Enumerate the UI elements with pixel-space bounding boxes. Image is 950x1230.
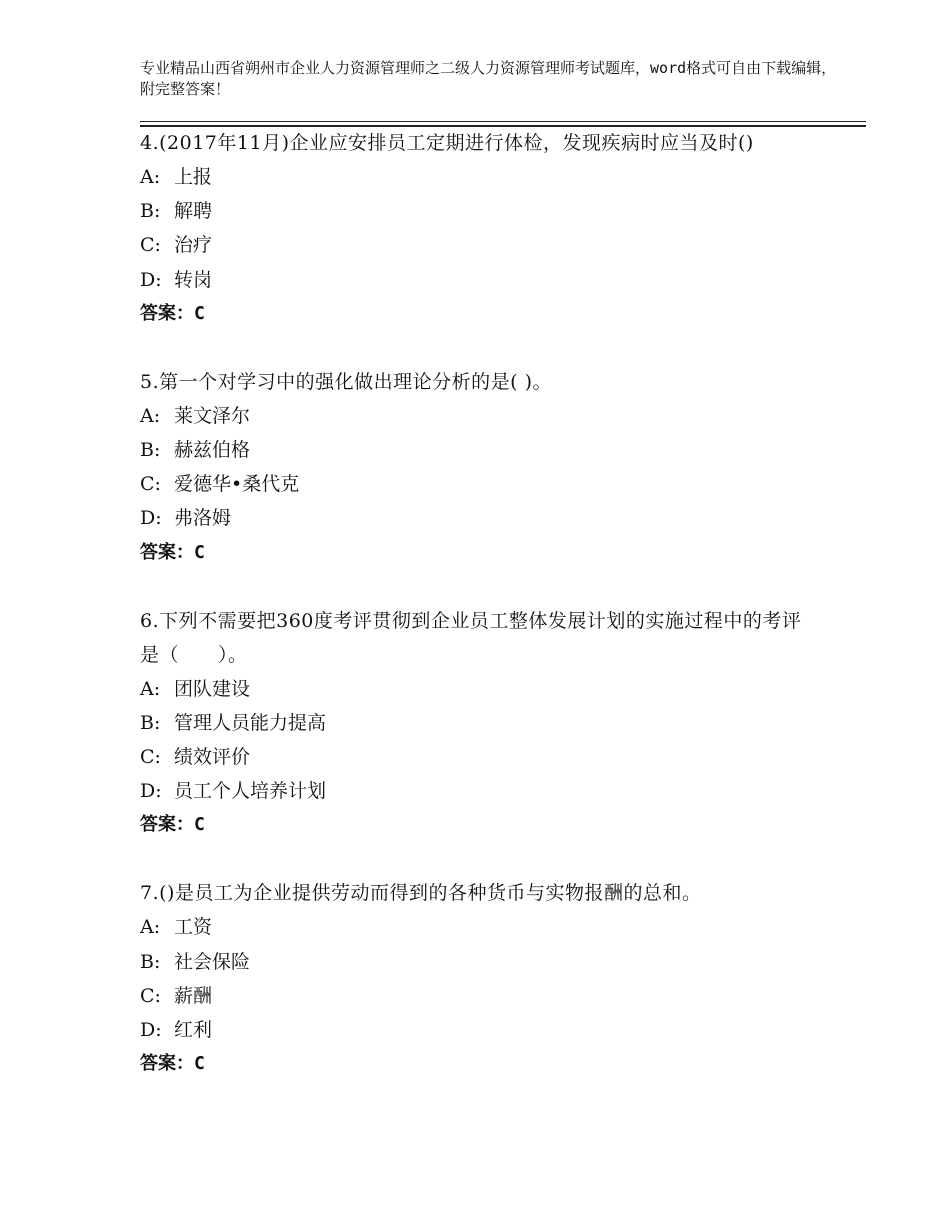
option-a: [140, 910, 820, 944]
question-text: 7.()是员工为企业提供劳动而得到的各种货币与实物报酬的总和。: [140, 882, 702, 905]
option-letter: A:: [140, 916, 161, 939]
option-letter: C:: [140, 473, 161, 496]
option-text: 赫兹伯格: [174, 439, 251, 462]
answer-value: C: [194, 1053, 205, 1075]
option-d: [140, 1013, 820, 1047]
option-b: [140, 706, 820, 740]
option-text: 员工个人培养计划: [174, 780, 327, 803]
option-a: [140, 160, 820, 194]
option-text: 莱文泽尔: [174, 404, 251, 427]
option-letter: B:: [140, 950, 161, 973]
option-c: [140, 979, 820, 1013]
option-text: 弗洛姆: [174, 507, 232, 530]
option-text: 团队建设: [174, 677, 251, 700]
question-text: 4.(2017年11月)企业应安排员工定期进行体检，发现疾病时应当及时(): [140, 132, 754, 154]
option-letter: D:: [140, 268, 162, 291]
answer-label: 答案：: [140, 302, 194, 324]
option-c: [140, 228, 820, 262]
option-a: [140, 672, 820, 706]
option-letter: A:: [140, 677, 161, 700]
question-text: 5.第一个对学习中的强化做出理论分析的是( )。: [140, 370, 552, 393]
option-letter: D:: [140, 507, 162, 530]
option-b: [140, 433, 820, 467]
option-d: [140, 263, 820, 297]
option-text: 社会保险: [174, 950, 251, 973]
option-b: [140, 194, 820, 228]
option-letter: D:: [140, 780, 162, 803]
option-letter: A:: [140, 404, 161, 427]
option-text: 薪酬: [174, 984, 213, 1007]
option-letter: C:: [140, 984, 161, 1007]
option-a: [140, 399, 820, 433]
option-d: [140, 501, 820, 535]
option-text: 红利: [174, 1019, 213, 1042]
option-c: [140, 740, 820, 774]
option-text: 工资: [174, 916, 213, 939]
question-list: [140, 126, 820, 1115]
option-letter: B:: [140, 200, 161, 223]
answer-value: C: [194, 814, 205, 836]
question-7: [140, 876, 820, 1081]
question-5: [140, 365, 820, 570]
option-text: 绩效评价: [174, 746, 251, 769]
answer-value: C: [194, 541, 205, 563]
answer-label: 答案：: [140, 1053, 194, 1075]
document-header: 专业精品山西省朔州市企业人力资源管理师之二级人力资源管理师考试题库，word格式可自由下载编辑，附完整答案！: [140, 59, 837, 98]
answer-line: [140, 536, 820, 570]
question-4: [140, 126, 820, 331]
question-6: [140, 604, 820, 843]
option-text: 爱德华•桑代克: [174, 473, 300, 496]
question-text: 6.下列不需要把360度考评贯彻到企业员工整体发展计划的实施过程中的考评是（ ）。: [140, 609, 802, 666]
option-letter: C:: [140, 234, 161, 257]
option-text: 管理人员能力提高: [174, 711, 327, 734]
option-text: 上报: [174, 166, 213, 188]
option-letter: B:: [140, 711, 161, 734]
option-letter: A:: [140, 166, 161, 188]
option-letter: C:: [140, 746, 161, 769]
answer-label: 答案：: [140, 814, 194, 836]
option-text: 解聘: [174, 200, 213, 223]
option-text: 转岗: [174, 268, 213, 291]
answer-line: [140, 808, 820, 842]
answer-line: [140, 297, 820, 331]
header-divider-thin: [140, 121, 866, 122]
option-d: [140, 774, 820, 808]
answer-line: [140, 1047, 820, 1081]
answer-label: 答案：: [140, 541, 194, 563]
option-letter: B:: [140, 439, 161, 462]
option-text: 治疗: [174, 234, 213, 257]
option-b: [140, 945, 820, 979]
option-c: [140, 467, 820, 501]
option-letter: D:: [140, 1019, 162, 1042]
answer-value: C: [194, 302, 205, 324]
